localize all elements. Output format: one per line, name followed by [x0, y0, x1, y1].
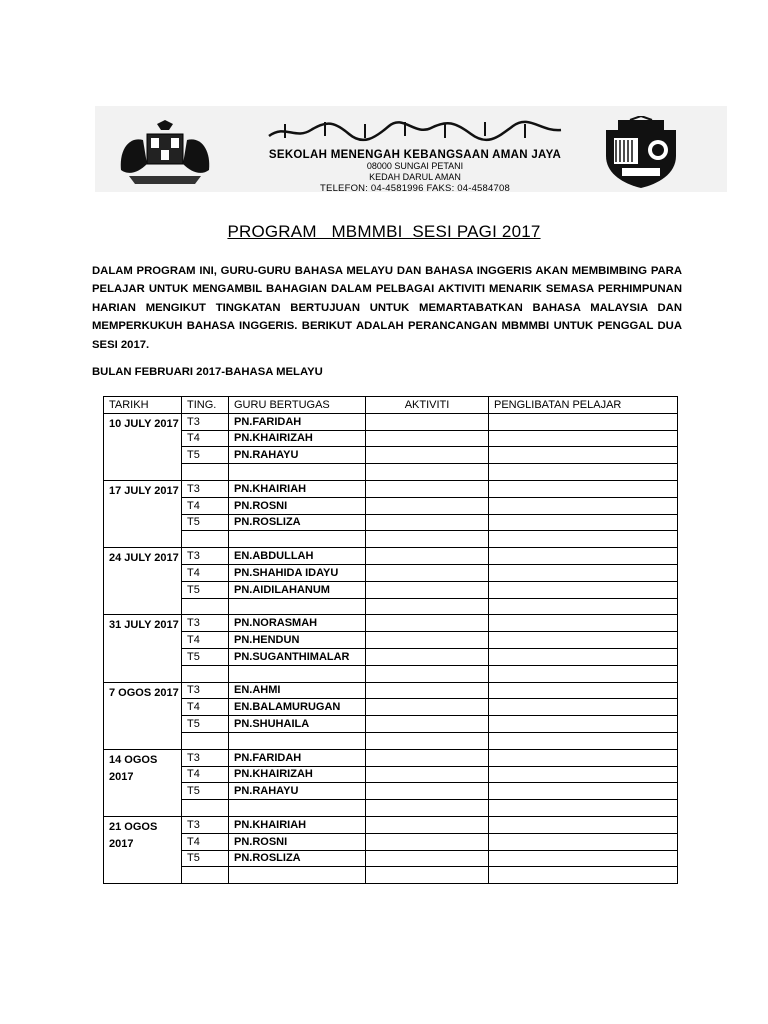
aktiviti-cell	[366, 716, 489, 733]
ting-cell: T4	[182, 564, 229, 581]
table-row	[104, 497, 678, 514]
guru-cell: PN.SHAHIDA IDAYU	[229, 564, 366, 581]
table-row	[104, 581, 678, 598]
aktiviti-cell	[366, 783, 489, 800]
ting-cell: T5	[182, 648, 229, 665]
phone-fax: TELEFON: 04-4581996 FAKS: 04-4584708	[320, 183, 510, 194]
penglibatan-cell	[489, 783, 678, 800]
ting-cell: T5	[182, 514, 229, 531]
guru-cell: EN.AHMI	[229, 682, 366, 699]
guru-cell: EN.ABDULLAH	[229, 548, 366, 565]
guru-cell: PN.KHAIRIZAH	[229, 766, 366, 783]
table-row	[104, 480, 678, 497]
aktiviti-cell	[366, 648, 489, 665]
table-row	[104, 430, 678, 447]
guru-cell: PN.NORASMAH	[229, 615, 366, 632]
header-ting: TING.	[182, 397, 229, 414]
table-row	[104, 766, 678, 783]
aktiviti-cell	[366, 833, 489, 850]
aktiviti-cell	[366, 447, 489, 464]
spacer-row	[104, 800, 678, 817]
penglibatan-cell	[489, 816, 678, 833]
ting-cell: T3	[182, 480, 229, 497]
ting-cell: T3	[182, 749, 229, 766]
guru-cell: PN.RAHAYU	[229, 783, 366, 800]
table-row	[104, 816, 678, 833]
aktiviti-cell	[366, 413, 489, 430]
penglibatan-cell	[489, 548, 678, 565]
date-cell: 24 JULY 2017	[104, 548, 182, 615]
school-crest-logo	[600, 116, 682, 188]
aktiviti-cell	[366, 850, 489, 867]
guru-cell: PN.RAHAYU	[229, 447, 366, 464]
ting-cell: T4	[182, 699, 229, 716]
ting-cell: T3	[182, 548, 229, 565]
penglibatan-cell	[489, 413, 678, 430]
penglibatan-cell	[489, 716, 678, 733]
spacer-row	[104, 464, 678, 481]
aktiviti-cell	[366, 581, 489, 598]
letterhead	[95, 106, 727, 192]
table-row	[104, 749, 678, 766]
table-row	[104, 850, 678, 867]
penglibatan-cell	[489, 514, 678, 531]
header-aktiviti: AKTIVITI	[366, 397, 489, 414]
penglibatan-cell	[489, 833, 678, 850]
aktiviti-cell	[366, 682, 489, 699]
date-cell: 14 OGOS 2017	[104, 749, 182, 816]
aktiviti-cell	[366, 430, 489, 447]
ting-cell: T3	[182, 413, 229, 430]
table-row	[104, 716, 678, 733]
ting-cell: T4	[182, 833, 229, 850]
ting-cell: T4	[182, 430, 229, 447]
header-penglibatan: PENGLIBATAN PELAJAR	[489, 397, 678, 414]
table-row	[104, 682, 678, 699]
header-tarikh: TARIKH	[104, 397, 182, 414]
guru-cell: PN.KHAIRIAH	[229, 480, 366, 497]
spacer-row	[104, 598, 678, 615]
penglibatan-cell	[489, 564, 678, 581]
ting-cell: T5	[182, 783, 229, 800]
ting-cell: T4	[182, 497, 229, 514]
table-row	[104, 632, 678, 649]
date-cell: 17 JULY 2017	[104, 480, 182, 547]
intro-paragraph: DALAM PROGRAM INI, GURU-GURU BAHASA MELAYU DAN BAHASA INGGERIS AKAN MEMBIMBING PARA PELAJAR UNTUK MENGAMBIL BAHAGIAN DALAM PELBAGAI AKTIVITI MENARIK SEMASA PERHIMPUNAN HARIAN MENGIKUT TINGKATAN BERTUJUAN UNTUK MEMARTABATKAN BAHASA MALAYSIA DAN MEMPERKUKUH BAHASA INGGERIS. BERIKUT ADALAH PERANCANGAN MBMMBI UNTUK PENGGAL DUA SESI 2017.	[92, 265, 682, 351]
penglibatan-cell	[489, 699, 678, 716]
penglibatan-cell	[489, 480, 678, 497]
table-row	[104, 447, 678, 464]
date-cell: 21 OGOS 2017	[104, 816, 182, 883]
spacer-row	[104, 867, 678, 884]
ting-cell: T4	[182, 766, 229, 783]
guru-cell: PN.SHUHAILA	[229, 716, 366, 733]
aktiviti-cell	[366, 816, 489, 833]
date-cell: 10 JULY 2017	[104, 413, 182, 480]
guru-cell: PN.FARIDAH	[229, 413, 366, 430]
guru-cell: PN.AIDILAHANUM	[229, 581, 366, 598]
ting-cell: T5	[182, 447, 229, 464]
table-row	[104, 699, 678, 716]
jawi-script-heading	[265, 120, 565, 142]
ting-cell: T4	[182, 632, 229, 649]
guru-cell: PN.ROSNI	[229, 497, 366, 514]
ting-cell: T3	[182, 615, 229, 632]
header-guru: GURU BERTUGAS	[229, 397, 366, 414]
penglibatan-cell	[489, 615, 678, 632]
address-line-2: KEDAH DARUL AMAN	[369, 172, 461, 182]
ting-cell: T5	[182, 850, 229, 867]
penglibatan-cell	[489, 581, 678, 598]
date-cell: 7 OGOS 2017	[104, 682, 182, 749]
aktiviti-cell	[366, 615, 489, 632]
aktiviti-cell	[366, 480, 489, 497]
penglibatan-cell	[489, 648, 678, 665]
date-cell: 31 JULY 2017	[104, 615, 182, 682]
table-row	[104, 548, 678, 565]
aktiviti-cell	[366, 497, 489, 514]
section-subtitle: BULAN FEBRUARI 2017-BAHASA MELAYU	[92, 366, 323, 378]
penglibatan-cell	[489, 850, 678, 867]
penglibatan-cell	[489, 749, 678, 766]
guru-cell: PN.ROSLIZA	[229, 850, 366, 867]
guru-cell: PN.HENDUN	[229, 632, 366, 649]
table-row	[104, 783, 678, 800]
ting-cell: T3	[182, 682, 229, 699]
guru-cell: PN.KHAIRIZAH	[229, 430, 366, 447]
penglibatan-cell	[489, 497, 678, 514]
duty-schedule-table	[103, 396, 678, 884]
guru-cell: EN.BALAMURUGAN	[229, 699, 366, 716]
page-title: PROGRAM MBMMBI SESI PAGI 2017	[227, 222, 541, 241]
ting-cell: T3	[182, 816, 229, 833]
table-row	[104, 833, 678, 850]
guru-cell: PN.ROSLIZA	[229, 514, 366, 531]
spacer-row	[104, 665, 678, 682]
table-row	[104, 413, 678, 430]
malaysia-coat-of-arms-logo	[115, 120, 215, 186]
table-row	[104, 514, 678, 531]
aktiviti-cell	[366, 749, 489, 766]
spacer-row	[104, 732, 678, 749]
ting-cell: T5	[182, 716, 229, 733]
guru-cell: PN.SUGANTHIMALAR	[229, 648, 366, 665]
penglibatan-cell	[489, 447, 678, 464]
guru-cell: PN.FARIDAH	[229, 749, 366, 766]
aktiviti-cell	[366, 699, 489, 716]
guru-cell: PN.KHAIRIAH	[229, 816, 366, 833]
aktiviti-cell	[366, 632, 489, 649]
aktiviti-cell	[366, 548, 489, 565]
aktiviti-cell	[366, 564, 489, 581]
spacer-row	[104, 531, 678, 548]
penglibatan-cell	[489, 430, 678, 447]
penglibatan-cell	[489, 632, 678, 649]
penglibatan-cell	[489, 766, 678, 783]
guru-cell: PN.ROSNI	[229, 833, 366, 850]
school-name: SEKOLAH MENENGAH KEBANGSAAN AMAN JAYA	[268, 149, 562, 161]
table-row	[104, 564, 678, 581]
aktiviti-cell	[366, 514, 489, 531]
penglibatan-cell	[489, 682, 678, 699]
table-row	[104, 615, 678, 632]
table-header-row	[104, 397, 678, 414]
address-line-1: 08000 SUNGAI PETANI	[366, 161, 464, 171]
aktiviti-cell	[366, 766, 489, 783]
ting-cell: T5	[182, 581, 229, 598]
table-row	[104, 648, 678, 665]
